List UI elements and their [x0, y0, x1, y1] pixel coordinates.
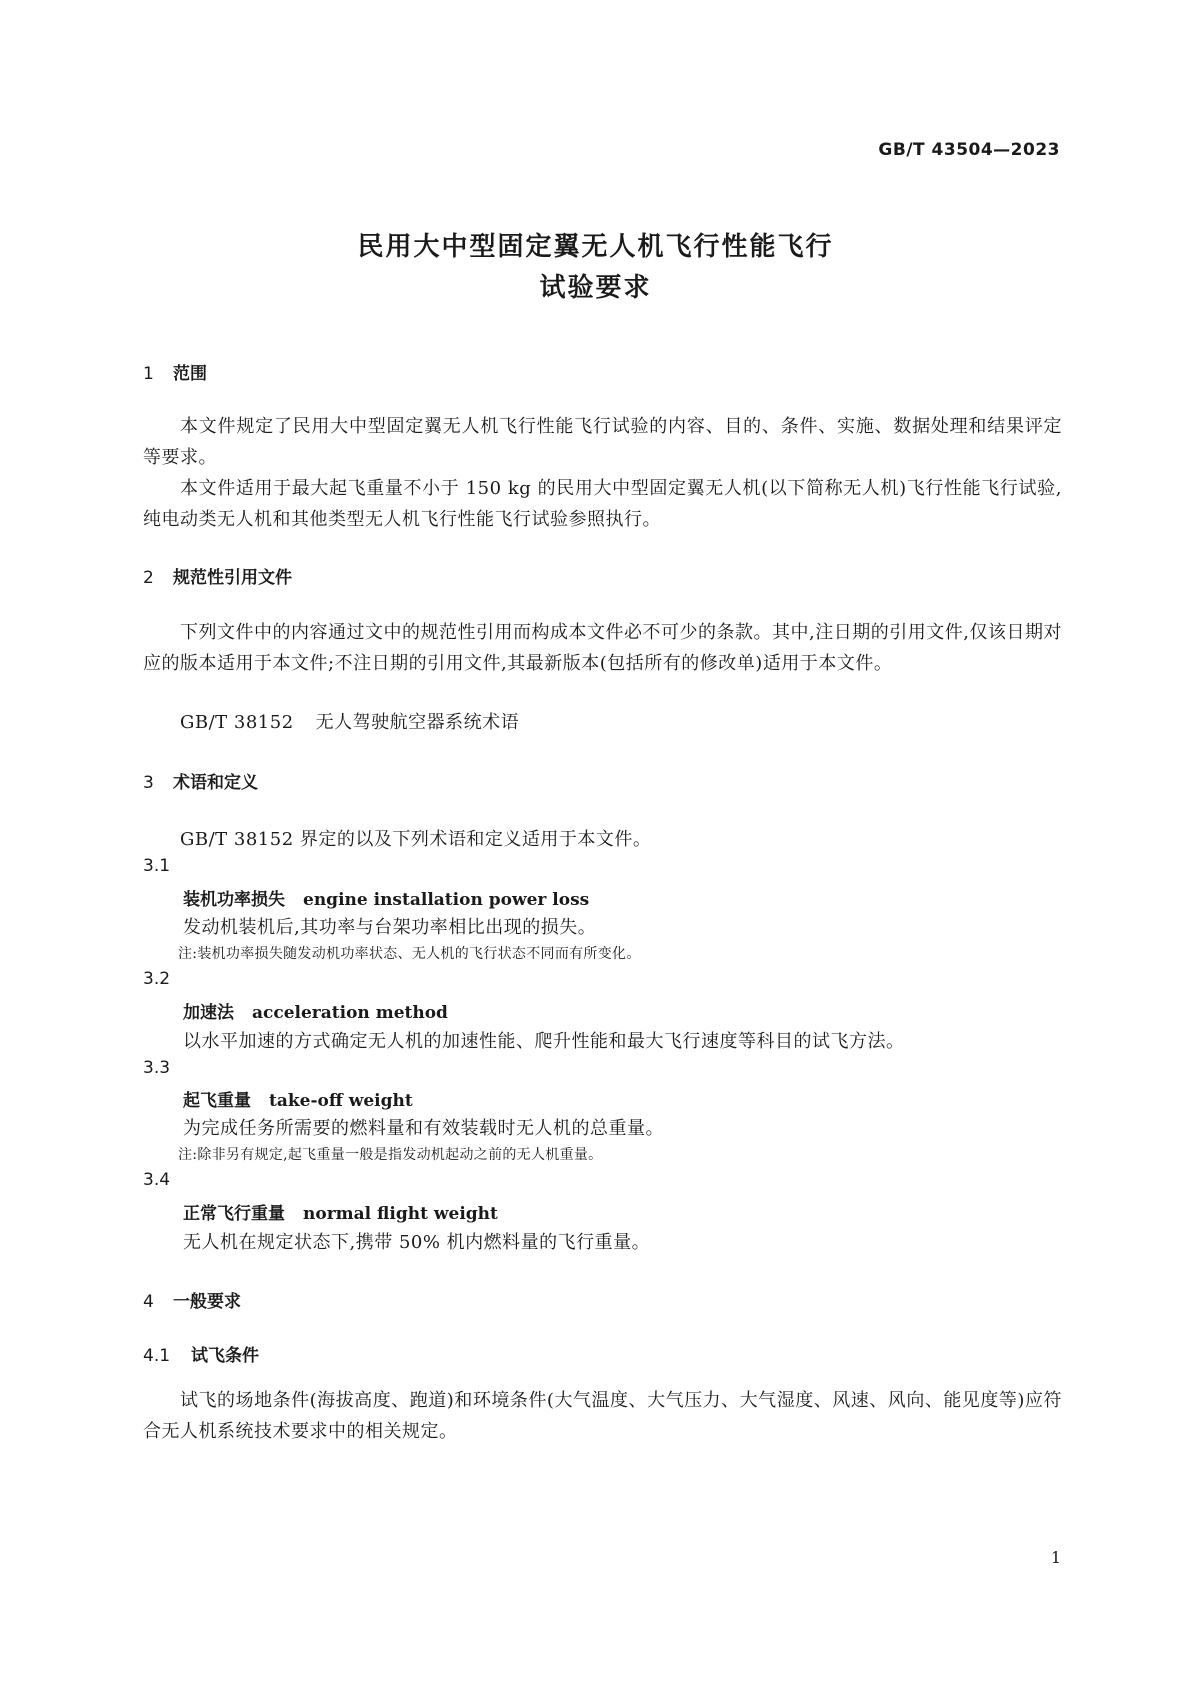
term-definition: 为完成任务所需要的燃料量和有效装载时无人机的总重量。 [183, 1118, 664, 1139]
term-number: 3.3 [143, 1058, 171, 1078]
term-english: acceleration method [252, 1003, 448, 1023]
section-4-1-heading [143, 1341, 259, 1366]
term-note: 注:装机功率损失随发动机功率状态、无人机的飞行状态不同而有所变化。 [178, 946, 641, 962]
term-heading [183, 1086, 413, 1111]
term-heading [183, 998, 448, 1023]
document-code: GB/T 43504—2023 [878, 140, 1060, 160]
section-1-paragraph-1: 本文件规定了民用大中型固定翼无人机飞行性能飞行试验的内容、目的、条件、实施、数据处理和结果评定等要求。 [143, 416, 1062, 468]
term-definition: 无人机在规定状态下,携带 50% 机内燃料量的飞行重量。 [183, 1232, 651, 1253]
term-chinese: 加速法 [183, 1003, 234, 1023]
section-number: 2 [143, 568, 154, 588]
reference-code: GB/T 38152 [180, 712, 294, 733]
section-title: 范围 [173, 364, 207, 384]
term-definition: 以水平加速的方式确定无人机的加速性能、爬升性能和最大飞行速度等科目的试飞方法。 [183, 1031, 905, 1052]
term-heading [183, 885, 589, 910]
term-number: 3.2 [143, 969, 171, 989]
term-english: take-off weight [269, 1091, 413, 1111]
subsection-title: 试飞条件 [191, 1346, 259, 1366]
page-number: 1 [1050, 1548, 1061, 1567]
section-4-1-paragraph: 试飞的场地条件(海拔高度、跑道)和环境条件(大气温度、大气压力、大气湿度、风速、风向、能见度等)应符合无人机系统技术要求中的相关规定。 [143, 1390, 1062, 1442]
term-english: engine installation power loss [303, 890, 590, 910]
section-number: 4 [143, 1292, 154, 1312]
section-3-intro: GB/T 38152 界定的以及下列术语和定义适用于本文件。 [180, 829, 652, 850]
section-1-heading [143, 359, 207, 384]
section-1-paragraph-2: 本文件适用于最大起飞重量不小于 150 kg 的民用大中型固定翼无人机(以下简称无人机)飞行性能飞行试验,纯电动类无人机和其他类型无人机飞行性能飞行试验参照执行。 [143, 478, 1062, 530]
term-heading [183, 1199, 498, 1224]
term-english: normal flight weight [303, 1204, 498, 1224]
section-2-paragraph-1: 下列文件中的内容通过文中的规范性引用而构成本文件必不可少的条款。其中,注日期的引用文件,仅该日期对应的版本适用于本文件;不注日期的引用文件,其最新版本(包括所有的修改单)适用于本文件。 [143, 622, 1062, 674]
term-chinese: 正常飞行重量 [183, 1204, 285, 1224]
document-title-line-2: 试验要求 [539, 273, 652, 303]
section-title: 一般要求 [173, 1292, 241, 1312]
document-title-line-1: 民用大中型固定翼无人机飞行性能飞行 [357, 232, 834, 262]
reference-title: 无人驾驶航空器系统术语 [315, 712, 520, 733]
term-number: 3.1 [143, 856, 171, 876]
section-2-heading [143, 563, 292, 588]
section-3-heading [143, 768, 258, 793]
term-definition: 发动机装机后,其功率与台架功率相比出现的损失。 [183, 917, 597, 938]
section-number: 1 [143, 364, 154, 384]
subsection-number: 4.1 [143, 1346, 171, 1366]
section-4-heading [143, 1287, 241, 1312]
term-chinese: 起飞重量 [183, 1091, 251, 1111]
term-chinese: 装机功率损失 [183, 890, 285, 910]
normative-reference [180, 708, 519, 734]
term-note: 注:除非另有规定,起飞重量一般是指发动机起动之前的无人机重量。 [178, 1147, 603, 1163]
section-number: 3 [143, 773, 154, 793]
section-title: 规范性引用文件 [173, 568, 292, 588]
section-title: 术语和定义 [173, 773, 258, 793]
term-number: 3.4 [143, 1170, 171, 1190]
